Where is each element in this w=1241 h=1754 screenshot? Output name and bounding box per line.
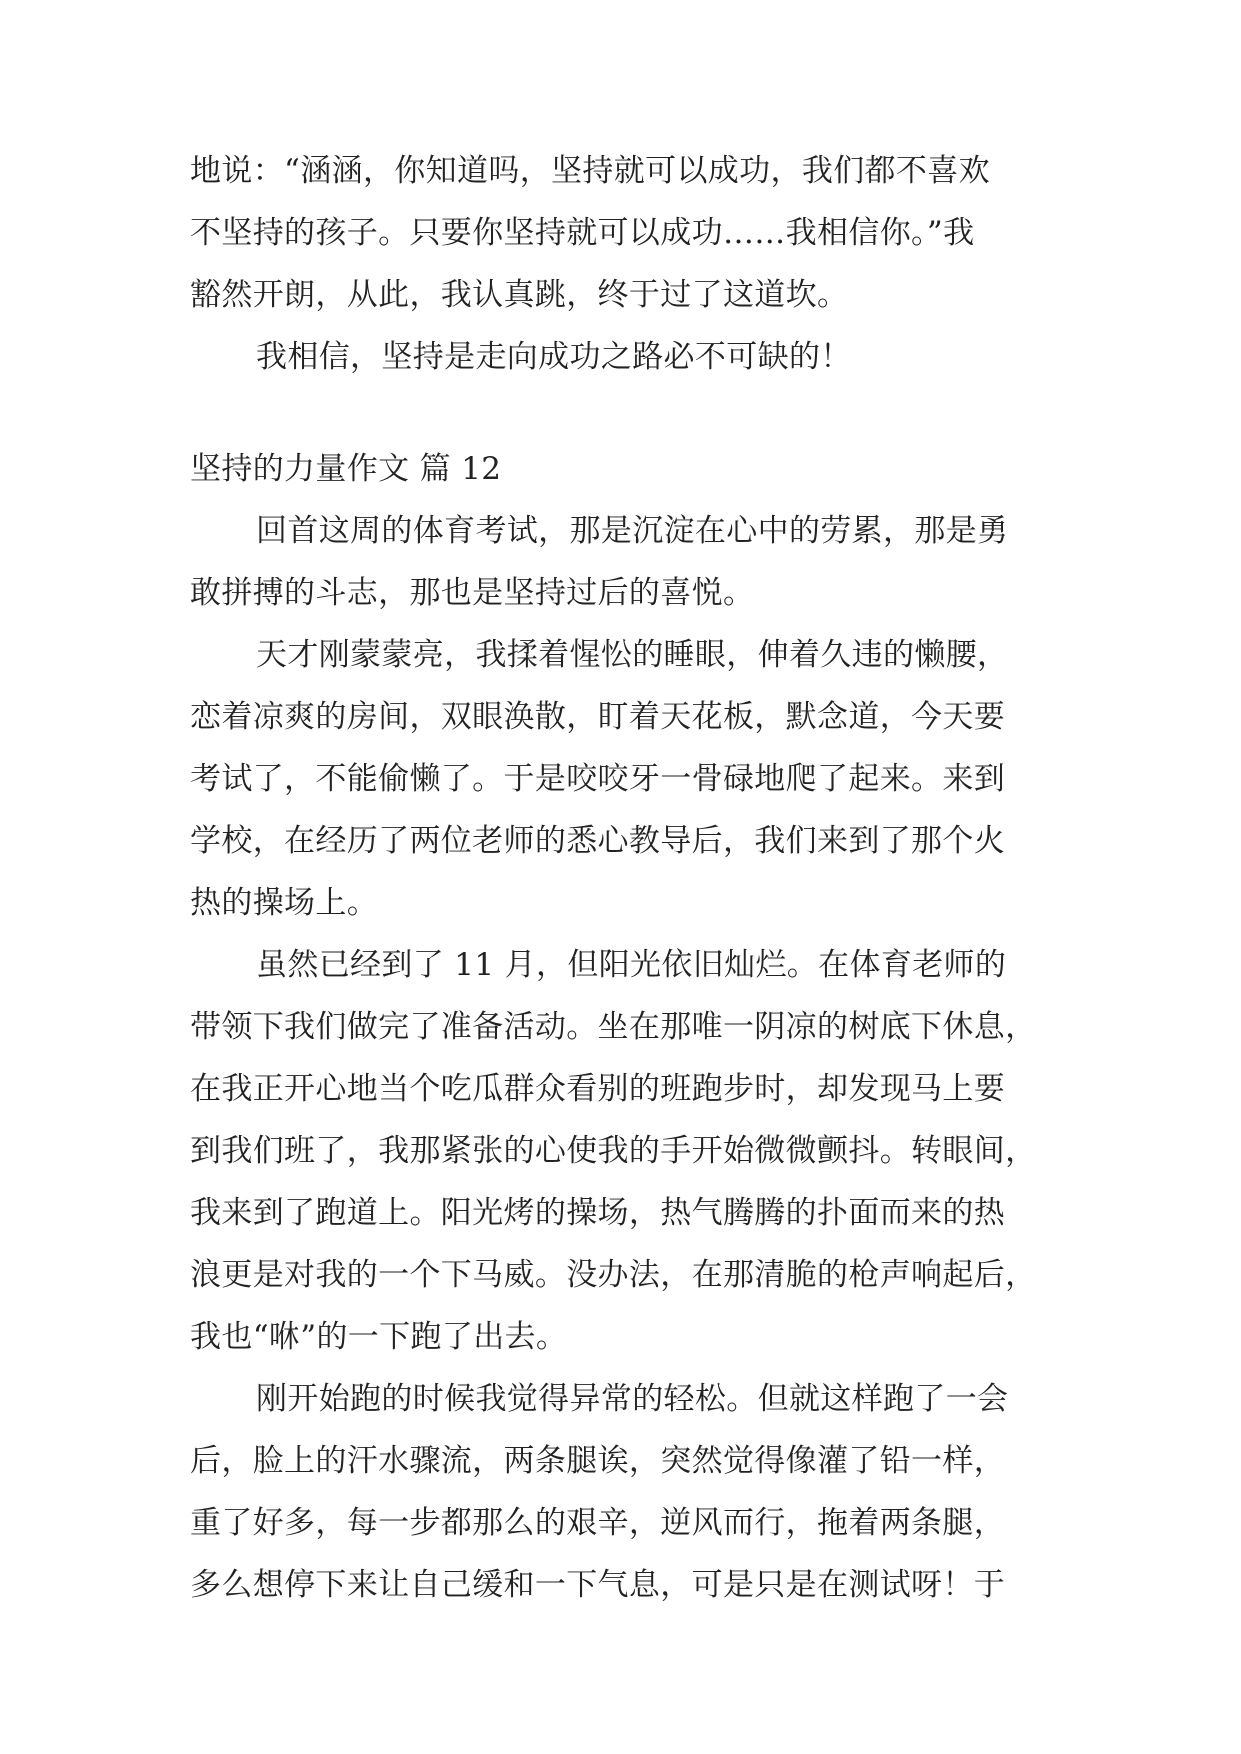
conclusion-paragraph: 我相信，坚持是走向成功之路必不可缺的！: [256, 339, 852, 375]
text-line: 虽然已经到了 11 月，但阳光依旧灿烂。在体育老师的: [256, 947, 1007, 983]
text-line: 天才刚蒙蒙亮，我揉着惺忪的睡眼，伸着久违的懒腰，: [256, 637, 1009, 673]
text-line: 恋着凉爽的房间，双眼涣散，盯着天花板，默念道，今天要: [190, 699, 1006, 735]
text-line: 学校，在经历了两位老师的悉心教导后，我们来到了那个火: [190, 823, 1006, 859]
text-line: 刚开始跑的时候我觉得异常的轻松。但就这样跑了一会: [256, 1381, 1009, 1417]
text-line: 在我正开心地当个吃瓜群众看别的班跑步时，却发现马上要: [190, 1071, 1006, 1107]
text-line: 回首这周的体育考试，那是沉淀在心中的劳累，那是勇: [256, 513, 1009, 549]
text-line: 后，脸上的汗水骤流，两条腿诶，突然觉得像灌了铅一样，: [190, 1443, 1006, 1479]
text-line: 带领下我们做完了准备活动。坐在那唯一阴凉的树底下休息，: [190, 1009, 1037, 1045]
text-line: 地说：“涵涵，你知道吗，坚持就可以成功，我们都不喜欢: [190, 153, 990, 189]
text-line: 热的操场上。: [190, 885, 379, 921]
text-line: 不坚持的孩子。只要你坚持就可以成功……我相信你。”我: [190, 215, 975, 251]
text-line: 到我们班了，我那紧张的心使我的手开始微微颤抖。转眼间，: [190, 1133, 1037, 1169]
text-line: 多么想停下来让自己缓和一下气息，可是只是在测试呀！于: [190, 1567, 1006, 1603]
document-body: [190, 140, 1060, 1616]
text-line: 重了好多，每一步都那么的艰辛，逆风而行，拖着两条腿，: [190, 1505, 1006, 1541]
text-line: 豁然开朗，从此，我认真跳，终于过了这道坎。: [190, 277, 849, 313]
text-line: 我也“咻”的一下跑了出去。: [190, 1319, 568, 1355]
text-line: 浪更是对我的一个下马威。没办法，在那清脆的枪声响起后，: [190, 1257, 1037, 1293]
text-line: 考试了，不能偷懒了。于是咬咬牙一骨碌地爬了起来。来到: [190, 761, 1006, 797]
section-title: 坚持的力量作文 篇 12: [190, 451, 502, 487]
text-line: 我来到了跑道上。阳光烤的操场，热气腾腾的扑面而来的热: [190, 1195, 1006, 1231]
text-line: 敢拼搏的斗志，那也是坚持过后的喜悦。: [190, 575, 755, 611]
